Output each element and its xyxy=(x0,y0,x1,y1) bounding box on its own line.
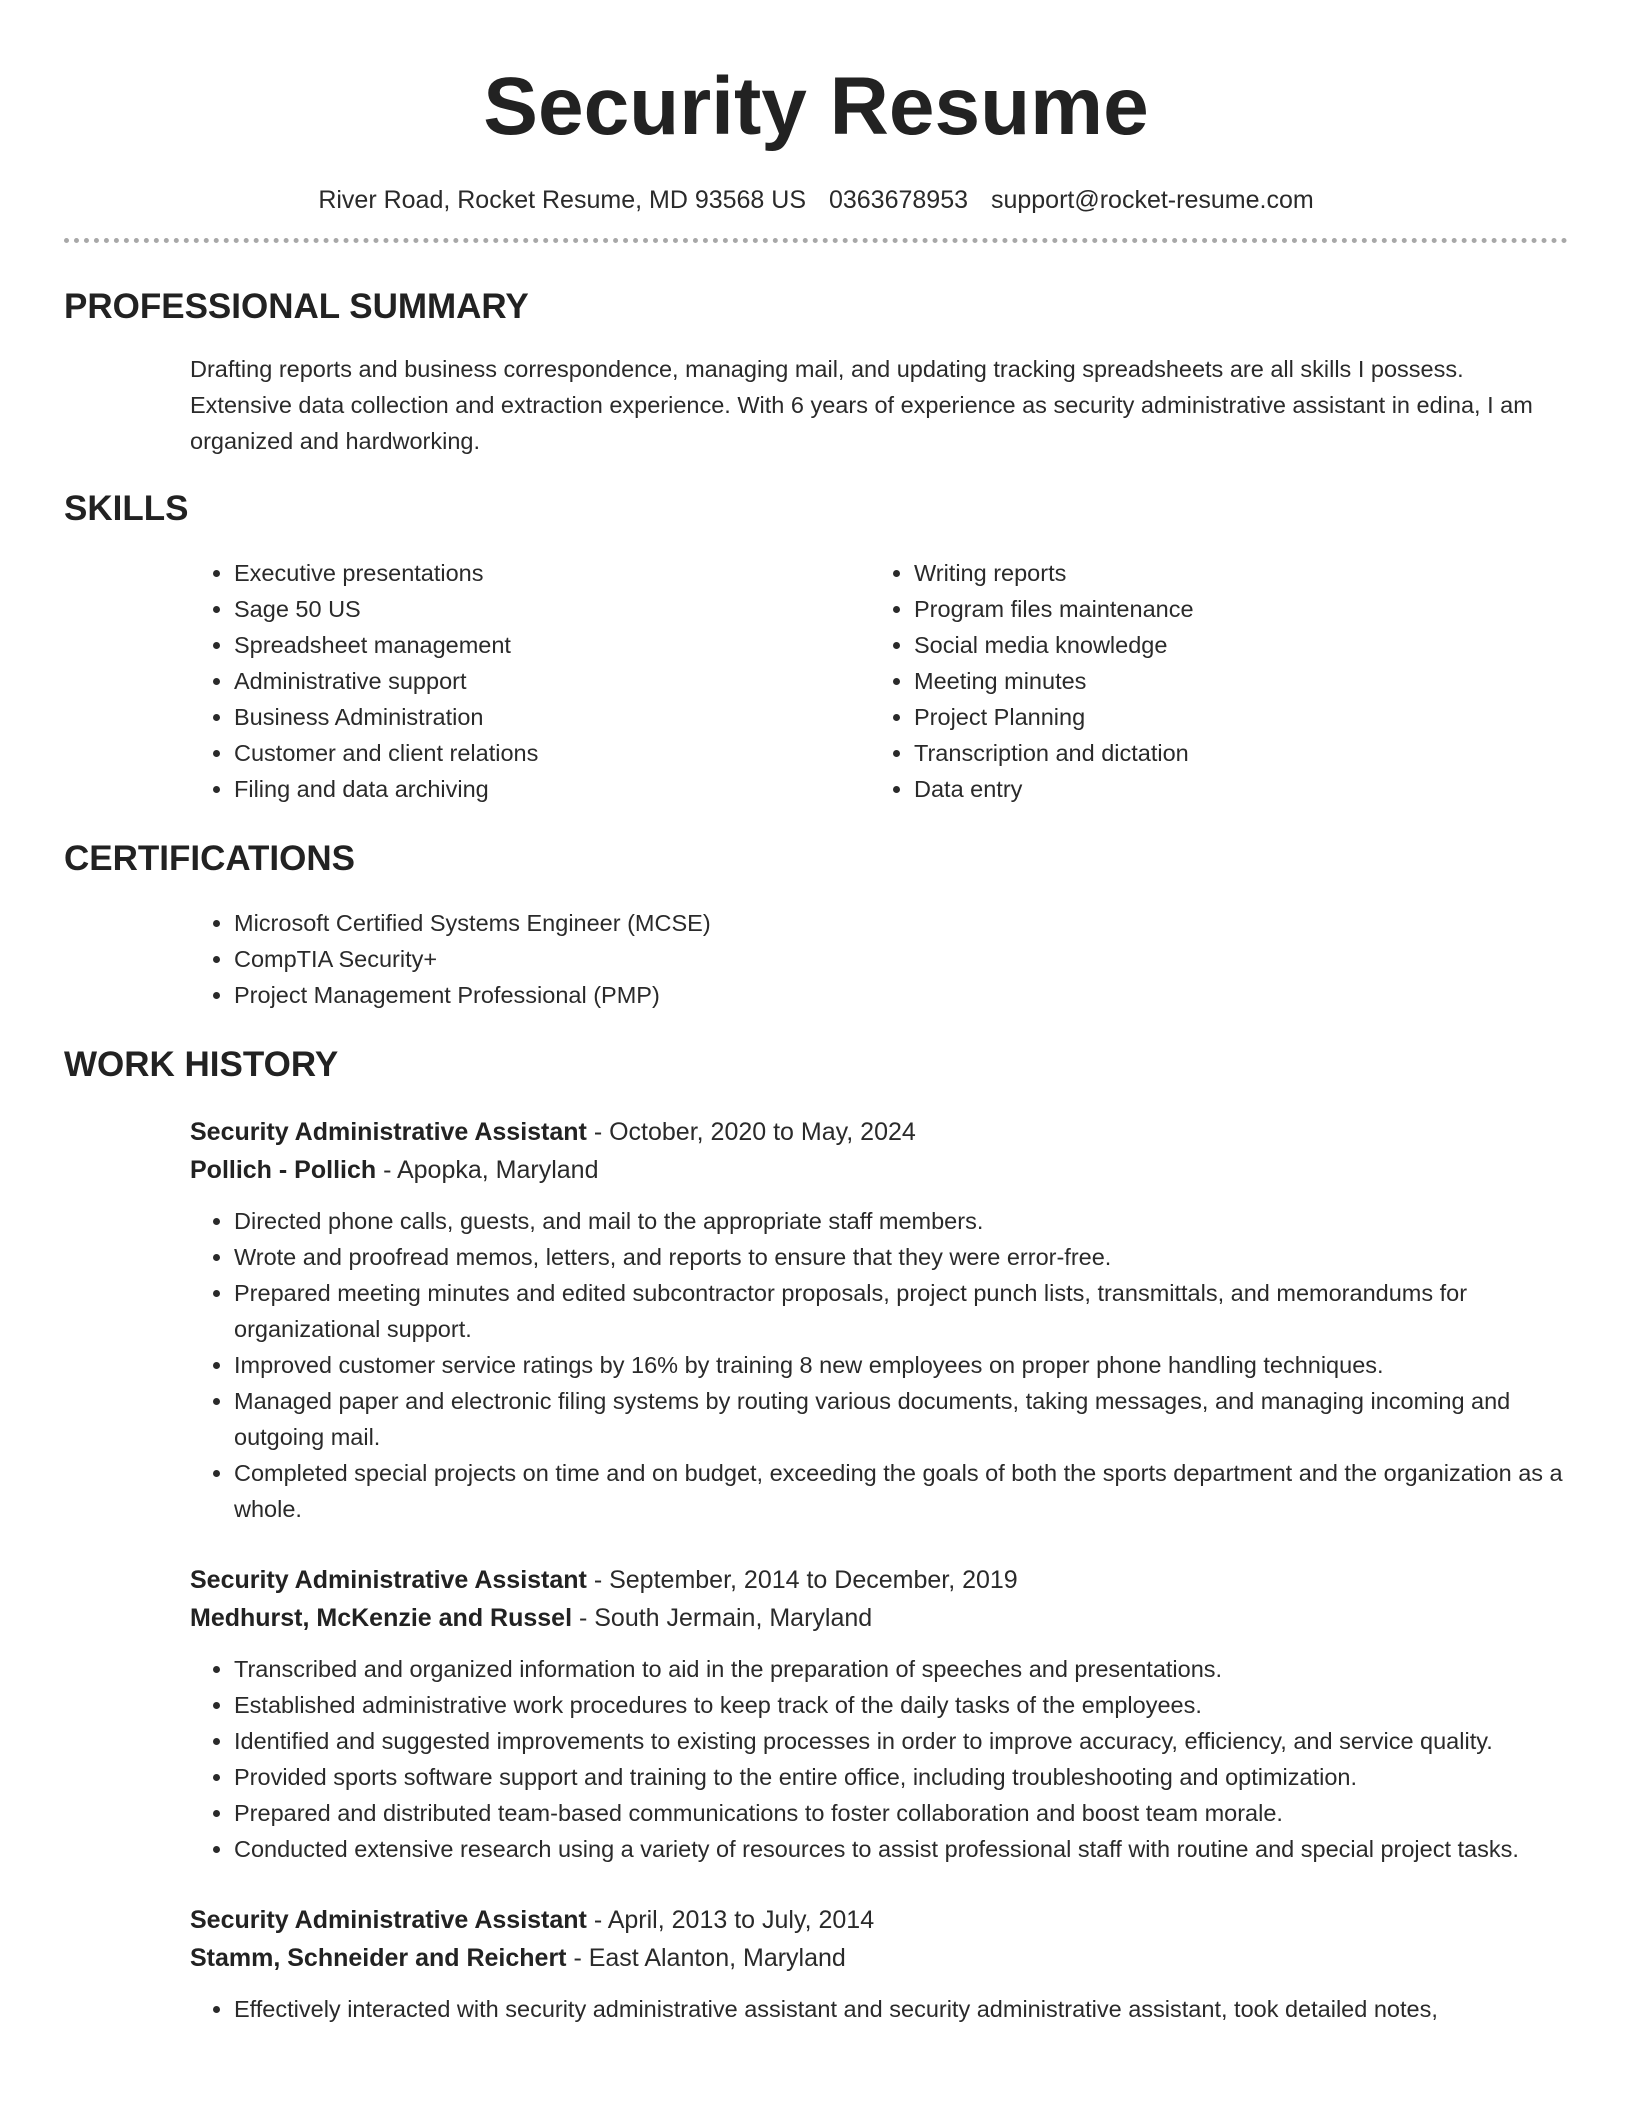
contact-line xyxy=(64,184,1568,216)
skills-heading: SKILLS xyxy=(64,489,189,528)
skills-list xyxy=(190,555,1568,807)
job-company-line xyxy=(190,1599,1568,1637)
summary-text: Drafting reports and business correspondence, managing mail, and updating tracking spreadsheets are all skills I possess. Extensive data collection and extraction experience. With 6 years of experience as security administrative assistant in edina, I am organized and hardworking. xyxy=(190,356,1533,454)
skill-item: • Filing and data archiving xyxy=(234,771,870,807)
skill-item: • Writing reports xyxy=(914,555,1550,591)
skill-item: • Administrative support xyxy=(234,663,870,699)
job-role-line xyxy=(190,1901,1568,1939)
job-duty: • Identified and suggested improvements to existing processes in order to improve accuracy, efficiency, and service quality. xyxy=(234,1723,1568,1759)
job-duty: • Provided sports software support and training to the entire office, including troubleshooting and optimization. xyxy=(234,1759,1568,1795)
job-duties xyxy=(190,1651,1568,1867)
skill-item: • Program files maintenance xyxy=(914,591,1550,627)
job-role: Security Administrative Assistant xyxy=(190,1118,587,1146)
skill-item: • Business Administration xyxy=(234,699,870,735)
work-history-heading: WORK HISTORY xyxy=(64,1045,339,1084)
summary-heading: PROFESSIONAL SUMMARY xyxy=(64,287,529,326)
job-duties xyxy=(190,1991,1568,2027)
header-divider xyxy=(64,238,1568,243)
job-dates: - October, 2020 to May, 2024 xyxy=(586,1118,916,1146)
certification-item: • Project Management Professional (PMP) xyxy=(234,977,1568,1013)
job-role: Security Administrative Assistant xyxy=(190,1566,587,1594)
skill-item: • Transcription and dictation xyxy=(914,735,1550,771)
job-entry xyxy=(190,1901,1568,2027)
job-role-line xyxy=(190,1113,1568,1151)
job-dates: - September, 2014 to December, 2019 xyxy=(586,1566,1018,1594)
contact-phone[interactable]: 0363678953 xyxy=(828,186,969,214)
skill-item: • Executive presentations xyxy=(234,555,870,591)
skill-item: • Meeting minutes xyxy=(914,663,1550,699)
contact-address: River Road, Rocket Resume, MD 93568 US xyxy=(318,186,807,214)
job-duty: • Effectively interacted with security administrative assistant and security administrative assistant, took detailed notes, xyxy=(234,1991,1568,2027)
job-duty: • Managed paper and electronic filing systems by routing various documents, taking messages, and managing incoming and outgoing mail. xyxy=(234,1383,1568,1455)
certifications-heading: CERTIFICATIONS xyxy=(64,839,356,878)
job-location: - South Jermain, Maryland xyxy=(572,1604,873,1632)
job-company: Stamm, Schneider and Reichert xyxy=(190,1944,567,1972)
contact-email[interactable]: support@rocket-resume.com xyxy=(990,186,1314,214)
skill-item: • Social media knowledge xyxy=(914,627,1550,663)
skills-column-right xyxy=(870,555,1550,807)
job-dates: - April, 2013 to July, 2014 xyxy=(586,1906,875,1934)
job-duties xyxy=(190,1203,1568,1527)
job-duty: • Prepared meeting minutes and edited subcontractor proposals, project punch lists, transmittals, and memorandums for organizational support. xyxy=(234,1275,1568,1347)
certification-item: • Microsoft Certified Systems Engineer (MCSE) xyxy=(234,905,1568,941)
resume-page xyxy=(64,0,1568,2027)
job-duty: • Prepared and distributed team-based communications to foster collaboration and boost team morale. xyxy=(234,1795,1568,1831)
job-duty: • Completed special projects on time and on budget, exceeding the goals of both the sports department and the organization as a whole. xyxy=(234,1455,1568,1527)
certification-item: • CompTIA Security+ xyxy=(234,941,1568,977)
certifications-list xyxy=(190,905,1568,1013)
skill-item: • Data entry xyxy=(914,771,1550,807)
job-entry xyxy=(190,1113,1568,1527)
job-duty: • Transcribed and organized information to aid in the preparation of speeches and presentations. xyxy=(234,1651,1568,1687)
resume-title: Security Resume xyxy=(483,61,1149,152)
job-duty: • Established administrative work procedures to keep track of the daily tasks of the employees. xyxy=(234,1687,1568,1723)
job-duty: • Wrote and proofread memos, letters, and reports to ensure that they were error-free. xyxy=(234,1239,1568,1275)
job-role-line xyxy=(190,1561,1568,1599)
job-entry xyxy=(190,1561,1568,1867)
job-company-line xyxy=(190,1939,1568,1977)
job-duty: • Improved customer service ratings by 16% by training 8 new employees on proper phone handling techniques. xyxy=(234,1347,1568,1383)
job-duty: • Directed phone calls, guests, and mail to the appropriate staff members. xyxy=(234,1203,1568,1239)
job-location: - East Alanton, Maryland xyxy=(566,1944,846,1972)
skill-item: • Customer and client relations xyxy=(234,735,870,771)
skill-item: • Project Planning xyxy=(914,699,1550,735)
job-company: Pollich - Pollich xyxy=(190,1156,377,1184)
skills-column-left xyxy=(190,555,870,807)
skill-item: • Sage 50 US xyxy=(234,591,870,627)
job-duty: • Conducted extensive research using a variety of resources to assist professional staff with routine and special project tasks. xyxy=(234,1831,1568,1867)
skill-item: • Spreadsheet management xyxy=(234,627,870,663)
job-location: - Apopka, Maryland xyxy=(376,1156,599,1184)
job-company: Medhurst, McKenzie and Russel xyxy=(190,1604,573,1632)
job-company-line xyxy=(190,1151,1568,1189)
job-role: Security Administrative Assistant xyxy=(190,1906,587,1934)
